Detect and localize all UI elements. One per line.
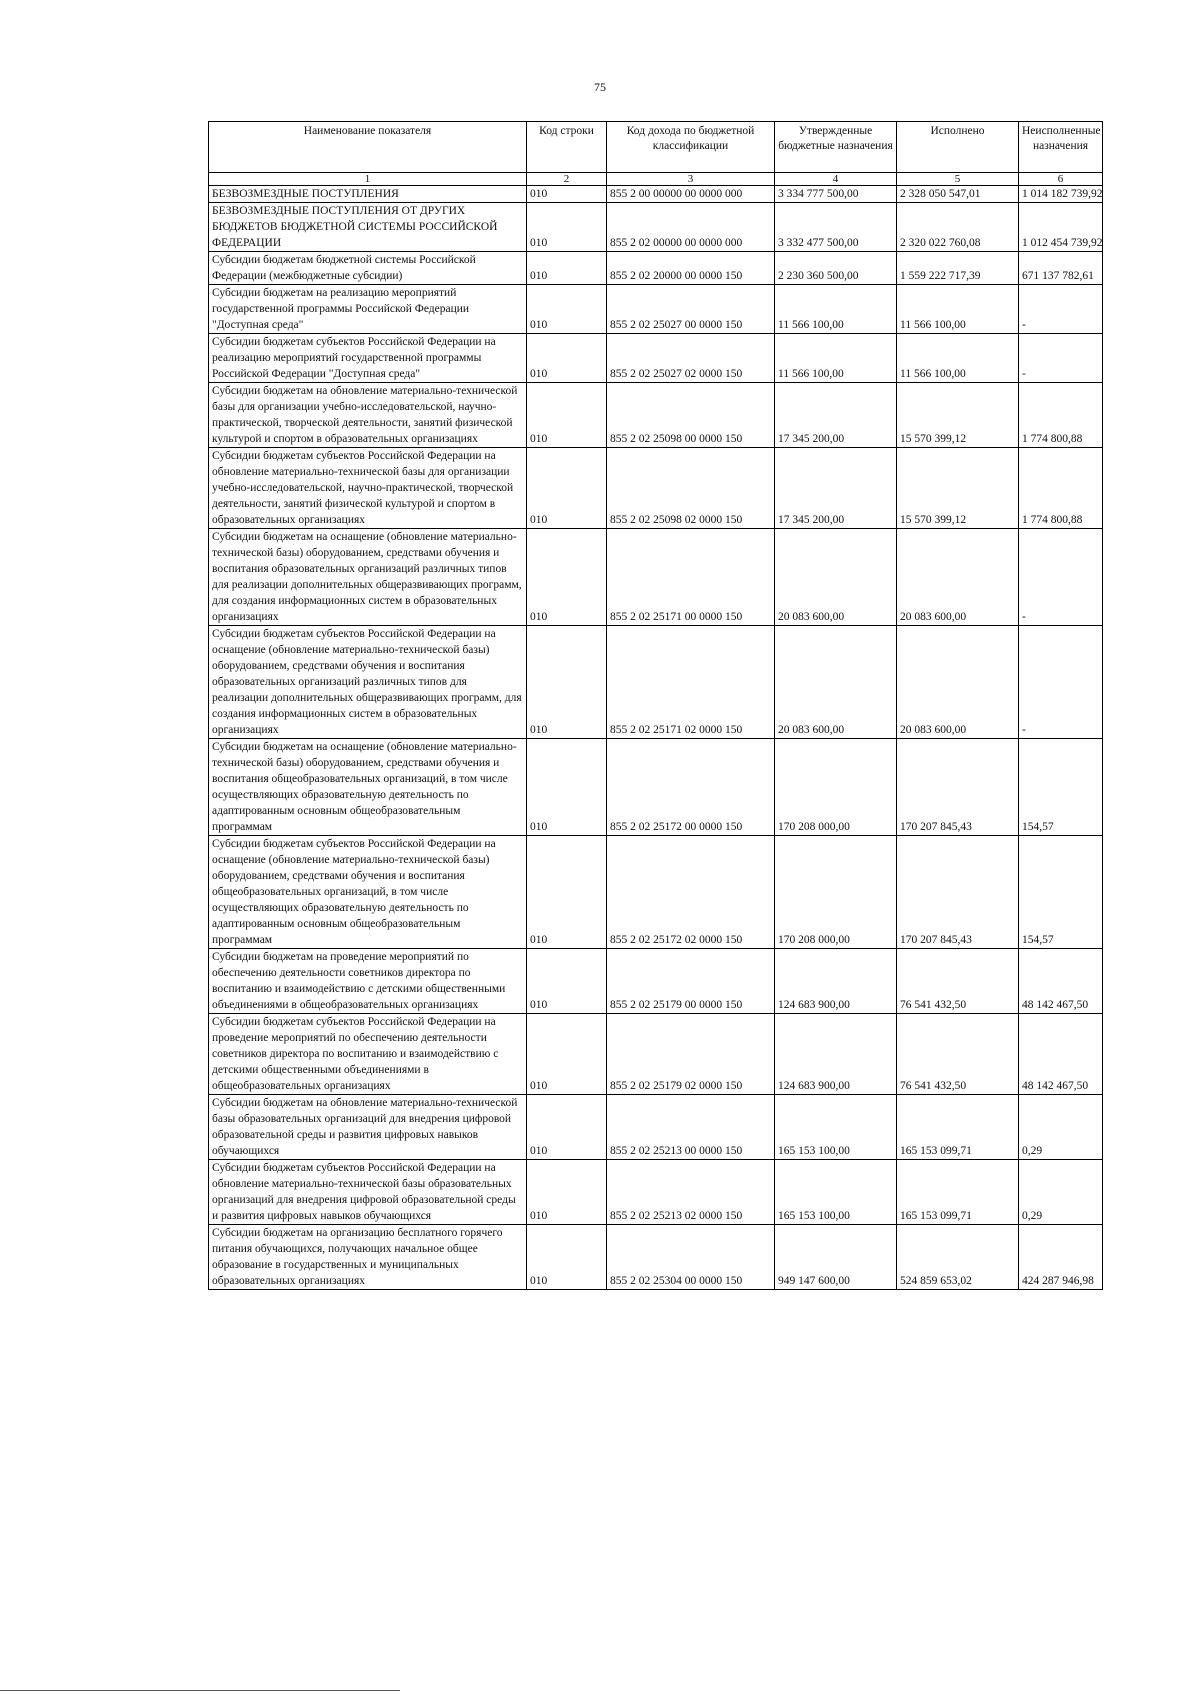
cell-income-code: 855 2 02 25179 02 0000 150 <box>607 1014 775 1095</box>
cell-approved-amount: 170 208 000,00 <box>775 739 897 836</box>
cell-line-code: 010 <box>527 1225 607 1290</box>
header-approved: Утвержденные бюджетные назначения <box>775 122 897 173</box>
header-line-code: Код строки <box>527 122 607 173</box>
cell-indicator-name <box>209 186 527 203</box>
cell-income-code: 855 2 02 20000 00 0000 150 <box>607 252 775 285</box>
cell-unexecuted-amount: 0,29 <box>1019 1095 1103 1160</box>
cell-income-code: 855 2 02 25098 00 0000 150 <box>607 383 775 448</box>
indicator-text: Субсидии бюджетам бюджетной системы Российской Федерации (межбюджетные субсидии) <box>212 254 476 282</box>
cell-executed-amount: 2 320 022 760,08 <box>897 203 1019 252</box>
cell-line-code: 010 <box>527 949 607 1014</box>
cell-executed-amount: 20 083 600,00 <box>897 529 1019 626</box>
table-row <box>209 626 1103 739</box>
cell-income-code: 855 2 02 25027 02 0000 150 <box>607 334 775 383</box>
cell-income-code: 855 2 02 25098 02 0000 150 <box>607 448 775 529</box>
column-number: 2 <box>527 173 607 186</box>
cell-income-code: 855 2 02 25027 00 0000 150 <box>607 285 775 334</box>
column-number-row <box>209 173 1103 186</box>
budget-income-table <box>208 121 1103 1290</box>
cell-unexecuted-amount: 48 142 467,50 <box>1019 949 1103 1014</box>
cell-approved-amount: 2 230 360 500,00 <box>775 252 897 285</box>
table-row <box>209 836 1103 949</box>
table-row <box>209 1225 1103 1290</box>
column-number: 3 <box>607 173 775 186</box>
cell-income-code: 855 2 02 00000 00 0000 000 <box>607 203 775 252</box>
cell-unexecuted-amount: 1 774 800,88 <box>1019 448 1103 529</box>
indicator-text: Субсидии бюджетам на обновление материально-технической базы для организации учебно-исследовательской, научно-практической, творческой деятельности, занятий физической культурой и спортом в образовательных организациях <box>212 385 518 445</box>
cell-executed-amount: 76 541 432,50 <box>897 1014 1019 1095</box>
cell-line-code: 010 <box>527 334 607 383</box>
header-unexecuted: Неисполненные назначения <box>1019 122 1103 173</box>
table-row <box>209 285 1103 334</box>
table-header-row <box>209 122 1103 173</box>
indicator-text: Субсидии бюджетам субъектов Российской Федерации на обновление материально-технической базы образовательных организаций для внедрения цифровой образовательной среды и развития цифровых навыков обучающихся <box>212 1162 516 1222</box>
cell-executed-amount: 170 207 845,43 <box>897 836 1019 949</box>
cell-executed-amount: 2 328 050 547,01 <box>897 186 1019 203</box>
cell-indicator-name <box>209 529 527 626</box>
cell-approved-amount: 3 332 477 500,00 <box>775 203 897 252</box>
cell-indicator-name <box>209 739 527 836</box>
cell-executed-amount: 20 083 600,00 <box>897 626 1019 739</box>
indicator-text: Субсидии бюджетам субъектов Российской Федерации на проведение мероприятий по обеспечению деятельности советников директора по воспитанию и взаимодействию с детскими общественными объединениями в общеобразовательных организациях <box>212 1016 499 1092</box>
table-row <box>209 1095 1103 1160</box>
indicator-text: Субсидии бюджетам на проведение мероприятий по обеспечению деятельности советников директора по воспитанию и взаимодействию с детскими общественными объединениями в общеобразовательных организациях <box>212 951 506 1011</box>
cell-income-code: 855 2 02 25172 02 0000 150 <box>607 836 775 949</box>
table-row <box>209 448 1103 529</box>
cell-income-code: 855 2 02 25213 00 0000 150 <box>607 1095 775 1160</box>
table-row <box>209 252 1103 285</box>
cell-unexecuted-amount: 48 142 467,50 <box>1019 1014 1103 1095</box>
cell-line-code: 010 <box>527 1014 607 1095</box>
cell-line-code: 010 <box>527 285 607 334</box>
cell-approved-amount: 20 083 600,00 <box>775 626 897 739</box>
cell-unexecuted-amount: 424 287 946,98 <box>1019 1225 1103 1290</box>
cell-unexecuted-amount: 154,57 <box>1019 739 1103 836</box>
cell-line-code: 010 <box>527 383 607 448</box>
cell-income-code: 855 2 02 25179 00 0000 150 <box>607 949 775 1014</box>
cell-indicator-name <box>209 1095 527 1160</box>
indicator-text: Субсидии бюджетам субъектов Российской Федерации на оснащение (обновление материально-технической базы) оборудованием, средствами обучения и воспитания общеобразовательных организаций, в том числе осуществляющих образовательную деятельность по адаптированным основным общеобразовательным программам <box>212 838 496 946</box>
cell-approved-amount: 17 345 200,00 <box>775 383 897 448</box>
cell-indicator-name <box>209 285 527 334</box>
table-row <box>209 1014 1103 1095</box>
cell-unexecuted-amount: - <box>1019 529 1103 626</box>
cell-unexecuted-amount: 1 774 800,88 <box>1019 383 1103 448</box>
cell-indicator-name <box>209 203 527 252</box>
page-number: 75 <box>594 80 606 94</box>
cell-approved-amount: 165 153 100,00 <box>775 1160 897 1225</box>
cell-line-code: 010 <box>527 626 607 739</box>
cell-executed-amount: 170 207 845,43 <box>897 739 1019 836</box>
indicator-text: БЕЗВОЗМЕЗДНЫЕ ПОСТУПЛЕНИЯ ОТ ДРУГИХ БЮДЖЕТОВ БЮДЖЕТНОЙ СИСТЕМЫ РОССИЙСКОЙ ФЕДЕРАЦИИ <box>212 205 498 249</box>
indicator-text: Субсидии бюджетам на реализацию мероприятий государственной программы Российской Федерации "Доступная среда" <box>212 287 470 331</box>
cell-indicator-name <box>209 626 527 739</box>
cell-approved-amount: 20 083 600,00 <box>775 529 897 626</box>
cell-executed-amount: 1 559 222 717,39 <box>897 252 1019 285</box>
cell-indicator-name <box>209 252 527 285</box>
cell-unexecuted-amount: 1 014 182 739,92 <box>1019 186 1103 203</box>
column-number: 6 <box>1019 173 1103 186</box>
table-row <box>209 186 1103 203</box>
cell-line-code: 010 <box>527 448 607 529</box>
cell-executed-amount: 11 566 100,00 <box>897 285 1019 334</box>
table-row <box>209 334 1103 383</box>
cell-indicator-name <box>209 949 527 1014</box>
cell-unexecuted-amount: - <box>1019 285 1103 334</box>
indicator-text: Субсидии бюджетам на обновление материально-технической базы образовательных организаций для внедрения цифровой образовательной среды и развития цифровых навыков обучающихся <box>212 1097 518 1157</box>
cell-line-code: 010 <box>527 203 607 252</box>
cell-approved-amount: 165 153 100,00 <box>775 1095 897 1160</box>
cell-line-code: 010 <box>527 836 607 949</box>
cell-line-code: 010 <box>527 1095 607 1160</box>
cell-executed-amount: 165 153 099,71 <box>897 1095 1019 1160</box>
cell-executed-amount: 15 570 399,12 <box>897 383 1019 448</box>
cell-unexecuted-amount: 154,57 <box>1019 836 1103 949</box>
table-row <box>209 383 1103 448</box>
cell-income-code: 855 2 02 25172 00 0000 150 <box>607 739 775 836</box>
cell-approved-amount: 170 208 000,00 <box>775 836 897 949</box>
cell-income-code: 855 2 02 25304 00 0000 150 <box>607 1225 775 1290</box>
cell-line-code: 010 <box>527 252 607 285</box>
cell-executed-amount: 11 566 100,00 <box>897 334 1019 383</box>
cell-approved-amount: 124 683 900,00 <box>775 1014 897 1095</box>
cell-executed-amount: 165 153 099,71 <box>897 1160 1019 1225</box>
cell-line-code: 010 <box>527 1160 607 1225</box>
table-row <box>209 1160 1103 1225</box>
cell-indicator-name <box>209 836 527 949</box>
indicator-text: Субсидии бюджетам на организацию бесплатного горячего питания обучающихся, получающих начальное общее образование в государственных и муниципальных образовательных организациях <box>212 1227 503 1287</box>
table-row <box>209 203 1103 252</box>
table-body <box>209 186 1103 1290</box>
cell-indicator-name <box>209 1225 527 1290</box>
table-row <box>209 949 1103 1014</box>
table-row <box>209 739 1103 836</box>
cell-indicator-name <box>209 1160 527 1225</box>
cell-income-code: 855 2 00 00000 00 0000 000 <box>607 186 775 203</box>
header-indicator-name: Наименование показателя <box>209 122 527 173</box>
cell-indicator-name <box>209 448 527 529</box>
indicator-text: БЕЗВОЗМЕЗДНЫЕ ПОСТУПЛЕНИЯ <box>212 188 399 200</box>
cell-line-code: 010 <box>527 739 607 836</box>
cell-unexecuted-amount: 671 137 782,61 <box>1019 252 1103 285</box>
indicator-text: Субсидии бюджетам субъектов Российской Федерации на оснащение (обновление материально-технической базы) оборудованием, средствами обучения и воспитания образовательных организаций различных типов для реализации дополнительных общеразвивающих программ, для создания информационных систем в образовательных организациях <box>212 628 522 736</box>
cell-indicator-name <box>209 383 527 448</box>
indicator-text: Субсидии бюджетам субъектов Российской Федерации на обновление материально-технической базы для организации учебно-исследовательской, научно-практической, творческой деятельности, занятий физической культурой и спортом в образовательных организациях <box>212 450 514 526</box>
column-number: 5 <box>897 173 1019 186</box>
cell-income-code: 855 2 02 25171 00 0000 150 <box>607 529 775 626</box>
cell-approved-amount: 3 334 777 500,00 <box>775 186 897 203</box>
header-income-code: Код дохода по бюджетной классификации <box>607 122 775 173</box>
cell-executed-amount: 76 541 432,50 <box>897 949 1019 1014</box>
header-executed: Исполнено <box>897 122 1019 173</box>
cell-approved-amount: 11 566 100,00 <box>775 285 897 334</box>
cell-executed-amount: 524 859 653,02 <box>897 1225 1019 1290</box>
column-number: 4 <box>775 173 897 186</box>
cell-indicator-name <box>209 334 527 383</box>
footer-rule <box>0 1690 400 1691</box>
cell-unexecuted-amount: 0,29 <box>1019 1160 1103 1225</box>
cell-approved-amount: 949 147 600,00 <box>775 1225 897 1290</box>
cell-line-code: 010 <box>527 186 607 203</box>
indicator-text: Субсидии бюджетам на оснащение (обновление материально-технической базы) оборудованием, средствами обучения и воспитания общеобразовательных организаций, в том числе осуществляющих образовательную деятельность по адаптированным основным общеобразовательным программам <box>212 741 517 833</box>
cell-line-code: 010 <box>527 529 607 626</box>
cell-approved-amount: 17 345 200,00 <box>775 448 897 529</box>
cell-approved-amount: 124 683 900,00 <box>775 949 897 1014</box>
cell-executed-amount: 15 570 399,12 <box>897 448 1019 529</box>
cell-indicator-name <box>209 1014 527 1095</box>
cell-unexecuted-amount: 1 012 454 739,92 <box>1019 203 1103 252</box>
cell-income-code: 855 2 02 25213 02 0000 150 <box>607 1160 775 1225</box>
cell-unexecuted-amount: - <box>1019 626 1103 739</box>
indicator-text: Субсидии бюджетам на оснащение (обновление материально-технической базы) оборудованием, средствами обучения и воспитания образовательных организаций различных типов для реализации дополнительных общеразвивающих программ, для создания информационных систем в образовательных организациях <box>212 531 522 623</box>
cell-approved-amount: 11 566 100,00 <box>775 334 897 383</box>
cell-income-code: 855 2 02 25171 02 0000 150 <box>607 626 775 739</box>
cell-unexecuted-amount: - <box>1019 334 1103 383</box>
column-number: 1 <box>209 173 527 186</box>
indicator-text: Субсидии бюджетам субъектов Российской Федерации на реализацию мероприятий государственной программы Российской Федерации "Доступная среда" <box>212 336 496 380</box>
table-row <box>209 529 1103 626</box>
